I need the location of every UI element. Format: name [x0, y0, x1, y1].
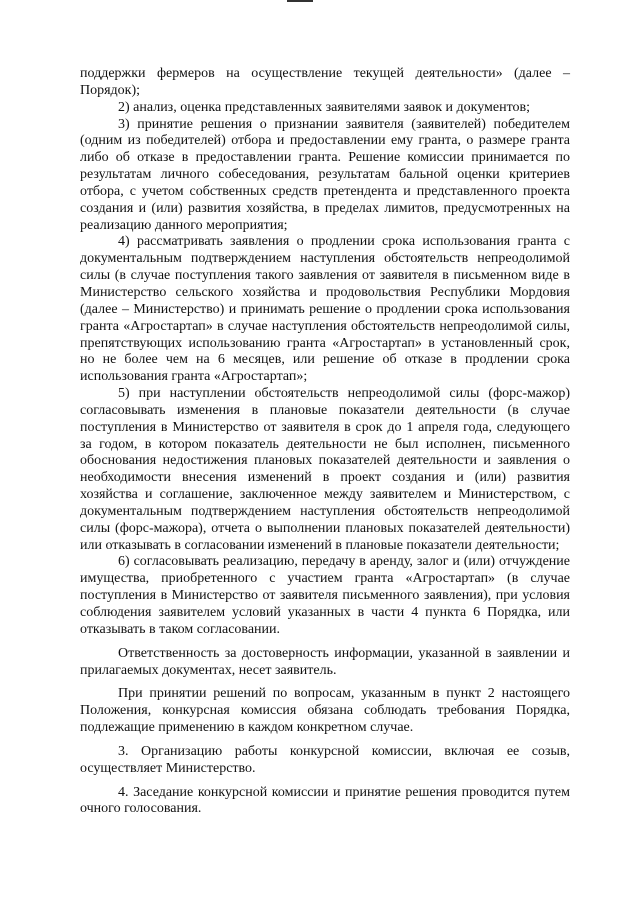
paragraph-item-3: 3) принятие решения о признании заявителя (заявителей) победителем (одним из победителей) отбора и предоставлении ему гранта, о размере гранта либо об отказе в предоставлении гранта. Решение комиссии принимается по результатам личного собеседования, результатам бальной оценки критериев отбора, с учетом собственных средств претендента и представленного проекта создания и (или) развития хозяйства, в пределах лимитов, предусмотренных на реализацию данного мероприятия;	[80, 116, 570, 233]
paragraph-responsibility: Ответственность за достоверность информации, указанной в заявлении и прилагаемых документах, несет заявитель.	[80, 645, 570, 678]
paragraph-item-2: 2) анализ, оценка представленных заявителями заявок и документов;	[118, 99, 531, 115]
paragraph-section-3: 3. Организацию работы конкурсной комиссии, включая ее созыв, осуществляет Министерство.	[80, 743, 570, 776]
paragraph-item-5: 5) при наступлении обстоятельств непреодолимой силы (форс-мажор) согласовывать изменения в плановые показатели деятельности (в случае поступления в Министерство от заявителя в срок до 1 апреля года, следующего за годом, в котором показатель деятельности не был исполнен, письменного обоснования недостижения плановых показателей деятельности и заявления о необходимости внесения изменений в проект создания и (или) развития хозяйства и соглашение, заключенное между заявителем и Министерством, с документальным подтверждением наступления обстоятельств непреодолимой силы (форс-мажора), отчета о выполнении плановых показателей деятельности) или отказывать в согласовании изменений в плановые показатели деятельности;	[80, 386, 570, 553]
page-top-mark	[287, 0, 313, 2]
paragraph-1-continuation: поддержки фермеров на осуществление текущей деятельности» (далее – Порядок);	[80, 66, 570, 98]
paragraph-decisions: При принятии решений по вопросам, указанным в пункт 2 настоящего Положения, конкурсная комиссия обязана соблюдать требования Порядка, подлежащие применению в каждом конкретном случае.	[80, 686, 570, 736]
paragraph-item-4: 4) рассматривать заявления о продлении срока использования гранта с документальным подтверждением наступления обстоятельств непреодолимой силы (в случае поступления такого заявления от заявителя в письменном виде в Министерство сельского хозяйства и продовольствия Республики Мордовия (далее – Министерство) и принимать решение о продлении срока использования гранта «Агростартап» в случае наступления обстоятельств непреодолимой силы, препятствующих использованию гранта «Агростартап» в установленный срок, но не более чем на 6 месяцев, или решение об отказе в продлении срока использования гранта «Агростартап»;	[80, 234, 570, 385]
paragraph-section-4: 4. Заседание конкурсной комиссии и принятие решения проводится путем очного голосования.	[80, 784, 570, 817]
paragraph-item-6: 6) согласовывать реализацию, передачу в аренду, залог и (или) отчуждение имущества, приобретенного с участием гранта «Агростартап» (в случае поступления в Министерство от заявителя письменного заявления), при условия соблюдения заявителем условий указанных в части 4 пункта 6 Порядка, или отказывать в таком согласовании.	[80, 554, 570, 637]
document-body	[80, 66, 570, 818]
